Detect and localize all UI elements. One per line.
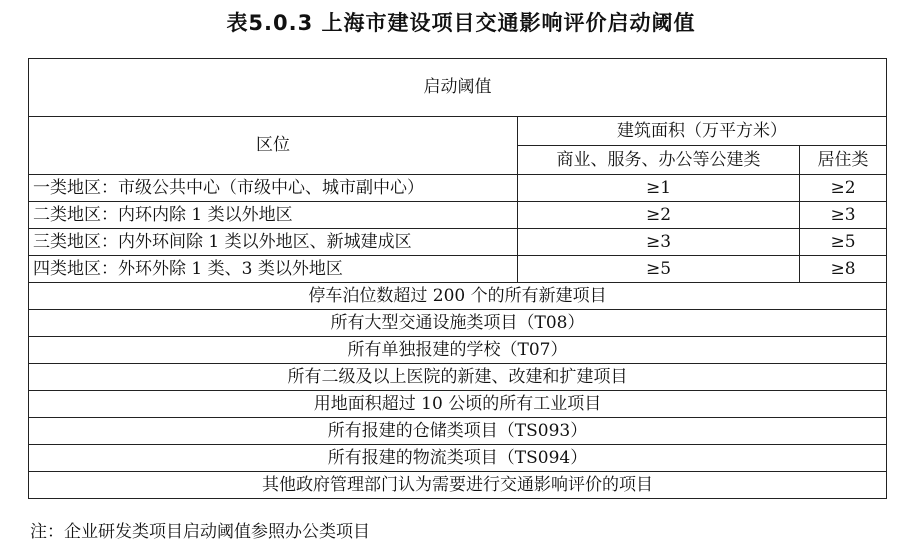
- commercial-threshold-cell: ≥1: [518, 175, 800, 202]
- district-cell: 二类地区：内环内除 1 类以外地区: [29, 202, 518, 229]
- project-type-cell: 所有二级及以上医院的新建、改建和扩建项目: [29, 364, 887, 391]
- residential-threshold-cell: ≥3: [800, 202, 887, 229]
- project-type-cell: 其他政府管理部门认为需要进行交通影响评价的项目: [29, 472, 887, 499]
- commercial-threshold-cell: ≥5: [518, 256, 800, 283]
- threshold-table: [28, 58, 887, 499]
- table-row: [29, 337, 887, 364]
- district-column-header: 区位: [29, 117, 518, 175]
- project-type-cell: 停车泊位数超过 200 个的所有新建项目: [29, 283, 887, 310]
- commercial-column-header: 商业、服务、办公等公建类: [518, 146, 800, 175]
- table-header-row: [29, 59, 887, 117]
- project-type-cell: 所有报建的物流类项目（TS094）: [29, 445, 887, 472]
- commercial-threshold-cell: ≥2: [518, 202, 800, 229]
- table-row: [29, 445, 887, 472]
- residential-threshold-cell: ≥2: [800, 175, 887, 202]
- table-title: 表5.0.3 上海市建设项目交通影响评价启动阈值: [226, 11, 696, 35]
- project-type-cell: 所有大型交通设施类项目（T08）: [29, 310, 887, 337]
- residential-column-header: 居住类: [800, 146, 887, 175]
- table-row: [29, 364, 887, 391]
- district-cell: 三类地区：内外环间除 1 类以外地区、新城建成区: [29, 229, 518, 256]
- table-note: 注：企业研发类项目启动阈值参照办公类项目: [30, 522, 370, 542]
- area-column-header: 建筑面积（万平方米）: [518, 117, 887, 146]
- table-row: [29, 229, 887, 256]
- residential-threshold-cell: ≥5: [800, 229, 887, 256]
- table-row: [29, 175, 887, 202]
- district-cell: 一类地区：市级公共中心（市级中心、城市副中心）: [29, 175, 518, 202]
- project-type-cell: 用地面积超过 10 公顷的所有工业项目: [29, 391, 887, 418]
- district-cell: 四类地区：外环外除 1 类、3 类以外地区: [29, 256, 518, 283]
- threshold-header: 启动阈值: [29, 59, 887, 117]
- commercial-threshold-cell: ≥3: [518, 229, 800, 256]
- residential-threshold-cell: ≥8: [800, 256, 887, 283]
- table-row: [29, 472, 887, 499]
- project-type-cell: 所有单独报建的学校（T07）: [29, 337, 887, 364]
- table-row: [29, 391, 887, 418]
- table-row: [29, 310, 887, 337]
- table-row: [29, 202, 887, 229]
- table-row: [29, 418, 887, 445]
- table-row: [29, 256, 887, 283]
- column-header-row: [29, 117, 887, 146]
- table-row: [29, 283, 887, 310]
- project-type-cell: 所有报建的仓储类项目（TS093）: [29, 418, 887, 445]
